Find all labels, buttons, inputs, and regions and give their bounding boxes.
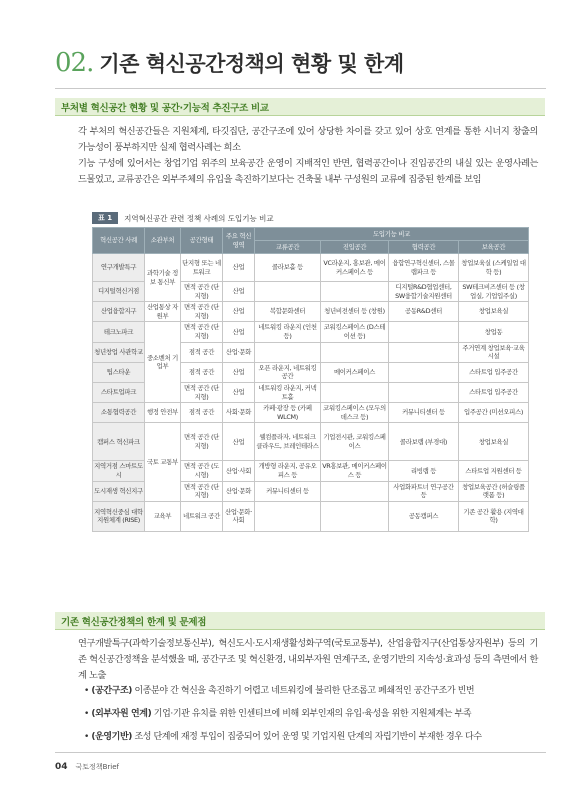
form-cell: 점적 공간: [181, 342, 223, 362]
case-cell: 도시재생 혁신지구: [93, 481, 145, 501]
entry-cell: 청년비전센터 등 (창원): [321, 302, 389, 322]
area-cell: 산업·사회: [223, 461, 255, 481]
exchange-cell: 네트워킹 라운지 (인천 등): [255, 322, 321, 342]
form-cell: 면적 공간 (단지형): [181, 382, 223, 402]
incub-cell: 창업보육공간 (허슬링플랫폼 등): [459, 481, 529, 501]
section-heading-1-text: 부처별 혁신공간 현황 및 공간·기능적 추진구조 비교: [61, 102, 269, 114]
list-item: • (공간구조) 이종분야 간 혁신을 촉진하기 어렵고 네트워킹에 불리한 단조롭고 폐쇄적인 공간구조가 빈번: [84, 686, 475, 696]
form-cell: 면적 공간 (단지형): [181, 481, 223, 501]
incub-cell: 창업보육실: [459, 423, 529, 461]
section-heading-1: [55, 98, 545, 116]
area-cell: 산업: [223, 282, 255, 302]
entry-cell: 코워킹스페이스 (모두의데스크 등): [321, 403, 389, 423]
form-cell: 네트워크 공간: [181, 501, 223, 531]
policy-comparison-table: [92, 227, 529, 532]
entry-cell: [321, 282, 389, 302]
entry-cell: VC라운지, 홍보관, 메이커스페이스 등: [321, 254, 389, 282]
form-cell: 면적 공간 (단지형): [181, 282, 223, 302]
case-cell: 지역혁신중심 대학지원체계 (RISE): [93, 501, 145, 531]
area-cell: 산업: [223, 362, 255, 382]
footer: [55, 762, 119, 772]
form-cell: 면적 공간 (도시형): [181, 461, 223, 481]
bullet-text: 기업·기관 유치를 위한 인센티브에 비해 외부인재의 유입·육성을 위한 지원체계는 부족: [151, 709, 472, 719]
list-item: • (외부자원 연계) 기업·기관 유치를 위한 인센티브에 비해 외부인재의 유입·육성을 위한 지원체계는 부족: [84, 709, 472, 719]
table-caption-text: 지역혁신공간 관련 정책 사례의 도입기능 비교: [124, 213, 274, 223]
entry-cell: 기업전시관, 코워킹스페이스: [321, 423, 389, 461]
entry-cell: VR홍보관, 메이커스페이스 등: [321, 461, 389, 481]
coop-cell: 콜라보랩 (부경대): [389, 423, 459, 461]
area-cell: 산업·문화· 사회: [223, 501, 255, 531]
exchange-cell: 네트워킹 라운지, 커넥트홀: [255, 382, 321, 402]
area-cell: 산업: [223, 423, 255, 461]
area-cell: 산업: [223, 254, 255, 282]
bullet-label: (운영기반): [91, 732, 132, 742]
incub-cell: 스타트업 입주공간: [459, 362, 529, 382]
header-coop: 협력공간: [389, 241, 459, 254]
title-text: 기존 혁신공간정책의 현황 및 한계: [99, 52, 404, 76]
case-cell: 팁스타운: [93, 362, 145, 382]
exchange-cell: 오픈 라운지, 네트워킹 공간: [255, 362, 321, 382]
bullet-label: (공간구조): [91, 686, 132, 696]
entry-cell: [321, 382, 389, 402]
case-cell: 소통협력공간: [93, 403, 145, 423]
footer-divider: [55, 752, 546, 753]
title-number: 02.: [55, 48, 94, 78]
entry-cell: [321, 481, 389, 501]
table-caption: [92, 212, 274, 224]
entry-cell: 메이커스페이스: [321, 362, 389, 382]
section2-paragraph: 연구개발특구(과학기술정보통신부), 혁신도시·도시재생활성화구역(국토교통부), 산업융합지구(산업통상자원부) 등의 기존 혁신공간정책을 분석했을 때, 공간구조 및 혁신환경, 내외부자원 연계구조, 운영기반의 지속성·효과성 등의 측면에서 한계 노출: [78, 638, 538, 681]
bullet-text: 조성 단계에 재정 투입이 집중되어 있어 운영 및 기업지원 단계의 자립기반이 부재한 경우 다수: [131, 732, 482, 742]
table-row: [93, 423, 529, 461]
area-cell: 산업: [223, 322, 255, 342]
case-cell: 연구개발특구: [93, 254, 145, 282]
incub-cell: 창업보육실: [459, 302, 529, 322]
ministry-cell: 행정 안전부: [145, 403, 181, 423]
header-area: 주요 혁신영역: [223, 228, 255, 254]
case-cell: 디지털혁신거점: [93, 282, 145, 302]
table-row: [93, 302, 529, 322]
coop-cell: [389, 362, 459, 382]
case-cell: 지역거점 스마트도시: [93, 461, 145, 481]
exchange-cell: [255, 342, 321, 362]
section1-paragraph-1: 각 부처의 혁신공간들은 지원체계, 타깃집단, 공간구조에 있어 상당한 차이를 갖고 있어 상호 연계를 통한 시너지 창출의 가능성이 풍부하지만 실제 협력사례는 희소: [78, 126, 538, 153]
publication-name: 국토정책Brief: [75, 763, 119, 771]
section1-paragraph-2: 기능 구성에 있어서는 창업기업 위주의 보육공간 운영이 지배적인 반면, 협력공간이나 진입공간의 내실 있는 운영사례는 드물었고, 교류공간은 외부주체의 유입을 촉진하기보다는 건축물 내부 구성원의 교류에 집중된 한계를 보임: [78, 158, 538, 185]
incub-cell: 입주공간 (미션오피스): [459, 403, 529, 423]
area-cell: 산업·문화: [223, 481, 255, 501]
page-number: 04: [55, 762, 68, 772]
incub-cell: 스타트업 지원센터 등: [459, 461, 529, 481]
incub-cell: 기존 공간 활용 (지역대학): [459, 501, 529, 531]
coop-cell: 커뮤니티센터 등: [389, 403, 459, 423]
header-case: 혁신공간 사례: [93, 228, 145, 254]
header-func: 도입기능 비교: [255, 228, 529, 241]
bullet-label: (외부자원 연계): [91, 709, 152, 719]
bullet-text: 이종분야 간 혁신을 촉진하기 어렵고 네트워킹에 불리한 단조롭고 폐쇄적인 공간구조가 빈번: [131, 686, 475, 696]
table-row: [93, 501, 529, 531]
bullet-list: [84, 684, 544, 753]
entry-cell: 코워킹스페이스 (D스테이션 등): [321, 322, 389, 342]
incub-cell: 창업보육실 (스케일업 대학 등): [459, 254, 529, 282]
exchange-cell: 복합문화센터: [255, 302, 321, 322]
title-divider: [55, 88, 546, 89]
case-cell: 청년창업 사관학교: [93, 342, 145, 362]
table-row: [93, 254, 529, 282]
form-cell: 면적 공간 (단지형): [181, 322, 223, 342]
area-cell: 산업: [223, 302, 255, 322]
header-form: 공간형태: [181, 228, 223, 254]
header-entry: 진입공간: [321, 241, 389, 254]
area-cell: 산업·문화: [223, 342, 255, 362]
incub-cell: SW테크비즈센터 등 (창업실, 기업입주실): [459, 282, 529, 302]
exchange-cell: 웰컴플라자, 네트워크 클라우드, 브레인테라스: [255, 423, 321, 461]
coop-cell: [389, 342, 459, 362]
header-ministry: 소관부처: [145, 228, 181, 254]
page-title: [55, 48, 404, 78]
ministry-cell: 산업통상 자원부: [145, 302, 181, 322]
header-incub: 보육공간: [459, 241, 529, 254]
exchange-cell: [255, 501, 321, 531]
coop-cell: 디지털R&D협업센터, SW융합기술지원센터: [389, 282, 459, 302]
ministry-cell: 교육부: [145, 501, 181, 531]
incub-cell: 창업동: [459, 322, 529, 342]
ministry-cell: 중소벤처 기업부: [145, 322, 181, 403]
exchange-cell: 개방형 라운지, 공유오피스 등: [255, 461, 321, 481]
area-cell: 산업: [223, 382, 255, 402]
coop-cell: [389, 322, 459, 342]
form-cell: 점적 공간: [181, 403, 223, 423]
coop-cell: 리빙랩 등: [389, 461, 459, 481]
entry-cell: [321, 342, 389, 362]
exchange-cell: 카페·광장 등 (카페 WLCM): [255, 403, 321, 423]
section-heading-2: [55, 612, 545, 630]
coop-cell: 융합연구혁신센터, 스몰랩파크 등: [389, 254, 459, 282]
case-cell: 캠퍼스 혁신파크: [93, 423, 145, 461]
incub-cell: 주거연계 창업보육·교육시설: [459, 342, 529, 362]
case-cell: 스타트업파크: [93, 382, 145, 402]
area-cell: 사회·문화: [223, 403, 255, 423]
header-exchange: 교류공간: [255, 241, 321, 254]
section-heading-2-text: 기존 혁신공간정책의 한계 및 문제점: [61, 616, 207, 628]
table-badge: 표 1: [92, 212, 118, 224]
list-item: • (운영기반) 조성 단계에 재정 투입이 집중되어 있어 운영 및 기업지원 단계의 자립기반이 부재한 경우 다수: [84, 732, 482, 742]
case-cell: 산업융합지구: [93, 302, 145, 322]
coop-cell: 사업화파트너 연구공간 등: [389, 481, 459, 501]
incub-cell: 스타트업 입주공간: [459, 382, 529, 402]
table-row: [93, 403, 529, 423]
exchange-cell: 콜라보홀 등: [255, 254, 321, 282]
form-cell: 면적 공간 (단지형): [181, 423, 223, 461]
case-cell: 테크노파크: [93, 322, 145, 342]
exchange-cell: 커뮤니티센터 등: [255, 481, 321, 501]
form-cell: 면적 공간 (단지형): [181, 302, 223, 322]
exchange-cell: [255, 282, 321, 302]
entry-cell: [321, 501, 389, 531]
form-cell: 단지형 또는 네트워크: [181, 254, 223, 282]
coop-cell: 공동R&D센터: [389, 302, 459, 322]
ministry-cell: 과학기술 정보 통신부: [145, 254, 181, 302]
form-cell: 점적 공간: [181, 362, 223, 382]
table-row: [93, 322, 529, 342]
coop-cell: [389, 382, 459, 402]
ministry-cell: 국토 교통부: [145, 423, 181, 501]
coop-cell: 공동캠퍼스: [389, 501, 459, 531]
